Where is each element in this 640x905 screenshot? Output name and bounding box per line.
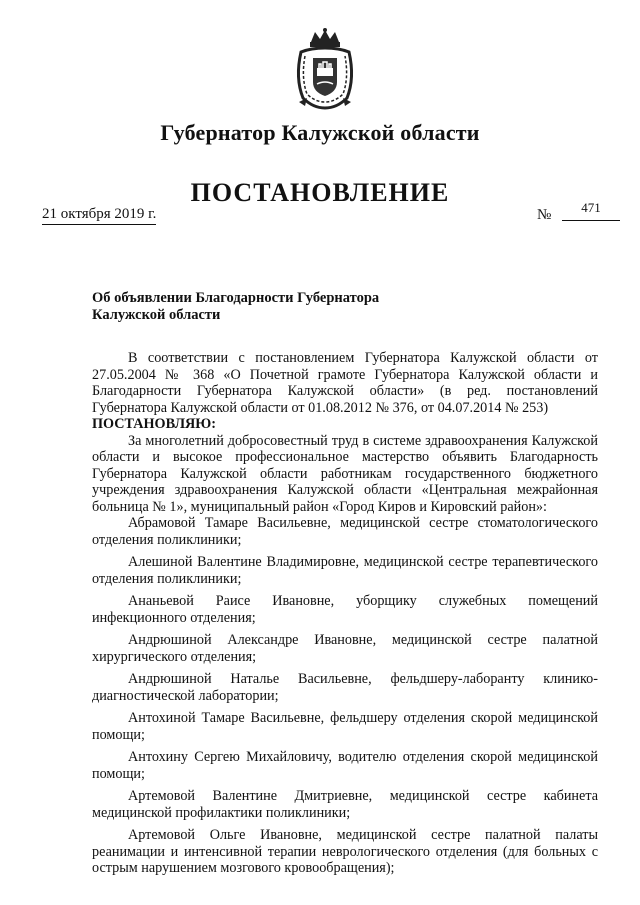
document-number-label: № <box>537 207 552 223</box>
awardee-item: Алешиной Валентине Владимировне, медицинской сестре терапевтического отделения поликлиники; <box>92 554 598 587</box>
document-body <box>92 350 598 883</box>
preamble-paragraph: В соответствии с постановлением Губернатора Калужской области от 27.05.2004 № 368 «О Почетной грамоте Губернатора Калужской области и Благодарности Губернатора Калужской области» (в ред. постановлений Губернатора Калужской области от 01.08.2012 № 376, от 04.07.2014 № 253) <box>92 350 598 416</box>
awardee-item: Андрюшиной Александре Ивановне, медицинской сестре палатной хирургического отделения; <box>92 632 598 665</box>
document-number: 471 <box>562 200 620 221</box>
issuing-authority: Губернатор Калужской области <box>160 120 480 145</box>
awardee-item: Антохиной Тамаре Васильевне, фельдшеру отделения скорой медицинской помощи; <box>92 710 598 743</box>
awardee-item: Артемовой Валентине Дмитриевне, медицинской сестре кабинета медицинской профилактики поликлиники; <box>92 788 598 821</box>
awardee-item: Андрюшиной Наталье Васильевне, фельдшеру-лаборанту клинико-диагностической лаборатории; <box>92 671 598 704</box>
document-date: 21 октября 2019 г. <box>42 206 156 225</box>
awardee-item: Ананьевой Раисе Ивановне, уборщику служебных помещений инфекционного отделения; <box>92 593 598 626</box>
awardee-item: Абрамовой Тамаре Васильевне, медицинской сестре стоматологического отделения поликлиники; <box>92 515 598 548</box>
announcement-paragraph: За многолетний добросовестный труд в системе здравоохранения Калужской области и высокое профессиональное мастерство объявить Благодарность Губернатора Калужской области работникам государственного бюджетного учреждения здравоохранения Калужской области «Центральная межрайонная больница № 1», муниципальный район «Город Киров и Кировский район»: <box>92 432 598 515</box>
document-subject: Об объявлении Благодарности Губернатора Калужской области <box>92 290 380 323</box>
document-type-title: ПОСТАНОВЛЕНИЕ <box>190 178 450 207</box>
resolve-keyword: ПОСТАНОВЛЯЮ: <box>92 416 217 432</box>
awardee-item: Артемовой Ольге Ивановне, медицинской сестре палатной палаты реанимации и интенсивной терапии неврологического отделения (для больных с острым нарушением мозгового кровообращения); <box>92 827 598 876</box>
coat-of-arms-icon <box>293 28 357 110</box>
awardee-item: Антохину Сергею Михайловичу, водителю отделения скорой медицинской помощи; <box>92 749 598 782</box>
